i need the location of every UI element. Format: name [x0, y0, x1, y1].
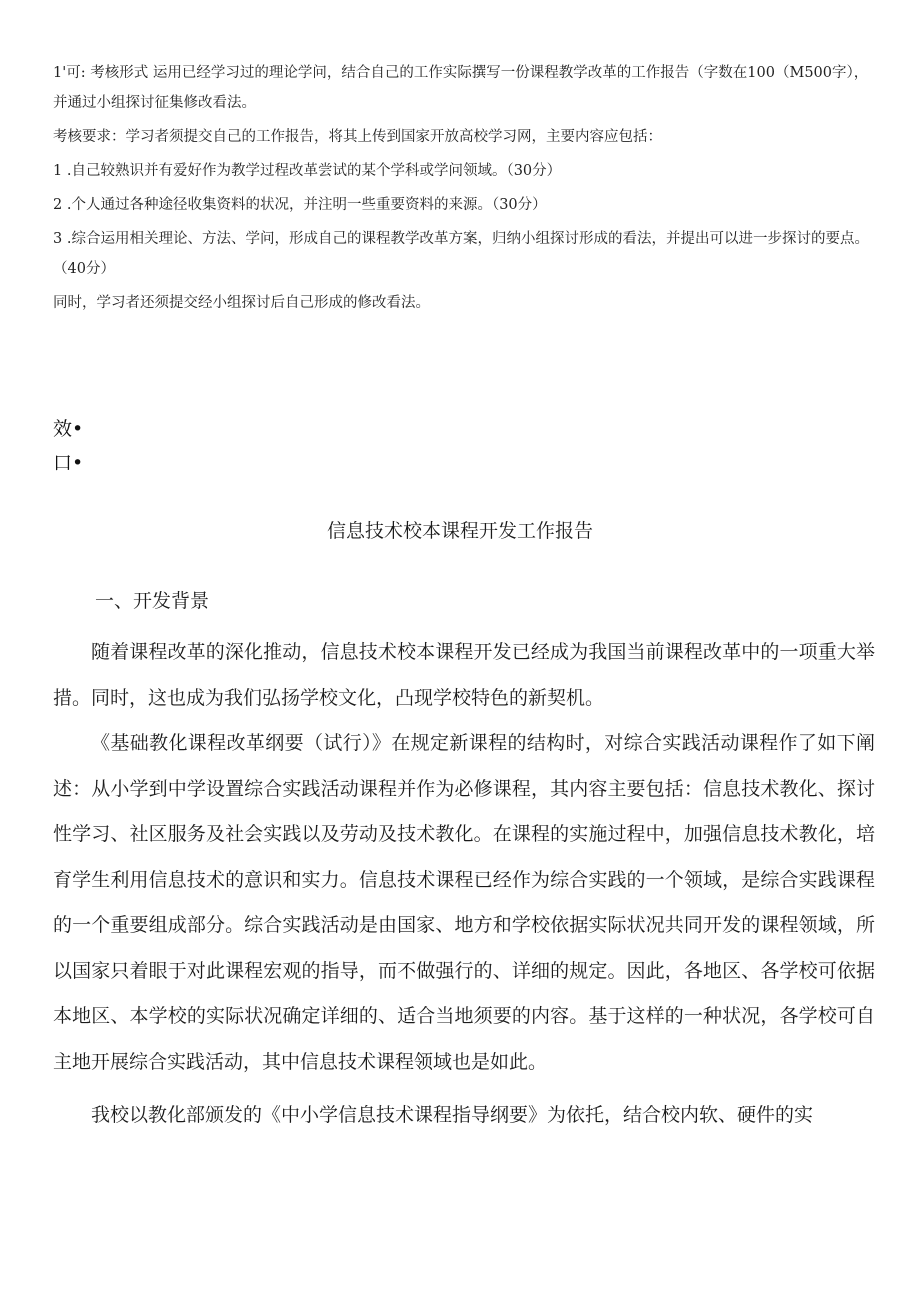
- assignment-instructions: [53, 58, 873, 318]
- assessment-format-text: 1'可: 考核形式 运用已经学习过的理论学问，结合自己的工作实际撰写一份课程教学改革的工作报告（字数在100（M500字），并通过小组探讨征集修改看法。: [53, 65, 869, 111]
- body-paragraph-3: 我校以教化部颁发的《中小学信息技术课程指导纲要》为依托，结合校内软、硬件的实: [91, 1104, 814, 1126]
- stray-mark-2: 口•: [53, 452, 84, 474]
- closing-note: 同时，学习者还须提交经小组探讨后自己形成的修改看法。: [53, 295, 430, 311]
- stray-marks: [53, 412, 83, 480]
- body-paragraph-1: 随着课程改革的深化推动，信息技术校本课程开发已经成为我国当前课程改革中的一项重大举措。同时，这也成为我们弘扬学校文化，凸现学校特色的新契机。: [53, 641, 875, 709]
- assessment-requirements-text: 考核要求：学习者须提交自己的工作报告，将其上传到国家开放高校学习网，主要内容应包括：: [53, 129, 662, 145]
- body-paragraph-2: 《基础教化课程改革纲要（试行）》在规定新课程的结构时，对综合实践活动课程作了如下阐述：从小学到中学设置综合实践活动课程并作为必修课程，其内容主要包括：信息技术教化、探讨性学习、社区服务及社会实践以及劳动及技术教化。在课程的实施过程中，加强信息技术教化，培育学生利用信息技术的意识和实力。信息技术课程已经作为综合实践的一个领域，是综合实践课程的一个重要组成部分。综合实践活动是由国家、地方和学校依据实际状况共同开发的课程领域，所以国家只着眼于对此课程宏观的指导，而不做强行的、详细的规定。因此，各地区、各学校可依据本地区、本学校的实际状况确定详细的、适合当地须要的内容。基于这样的一种状况，各学校可自主地开展综合实践活动，其中信息技术课程领域也是如此。: [53, 732, 875, 1073]
- report-title: 信息技术校本课程开发工作报告: [326, 520, 593, 542]
- requirement-item-2: 2 .个人通过各种途径收集资料的状况，并注明一些重要资料的来源。（30分）: [53, 197, 547, 213]
- stray-mark-1: 效•: [53, 418, 84, 440]
- requirement-item-3: 3 .综合运用相关理论、方法、学问，形成自己的课程教学改革方案，归纳小组探讨形成的看法，并提出可以进一步探讨的要点。（40分）: [53, 231, 869, 277]
- requirement-item-1: 1 .自己较熟识并有爱好作为教学过程改革尝试的某个学科或学问领域。（30分）: [53, 163, 562, 179]
- section-heading-background: 一、开发背景: [95, 590, 210, 612]
- report-body: [53, 630, 875, 1139]
